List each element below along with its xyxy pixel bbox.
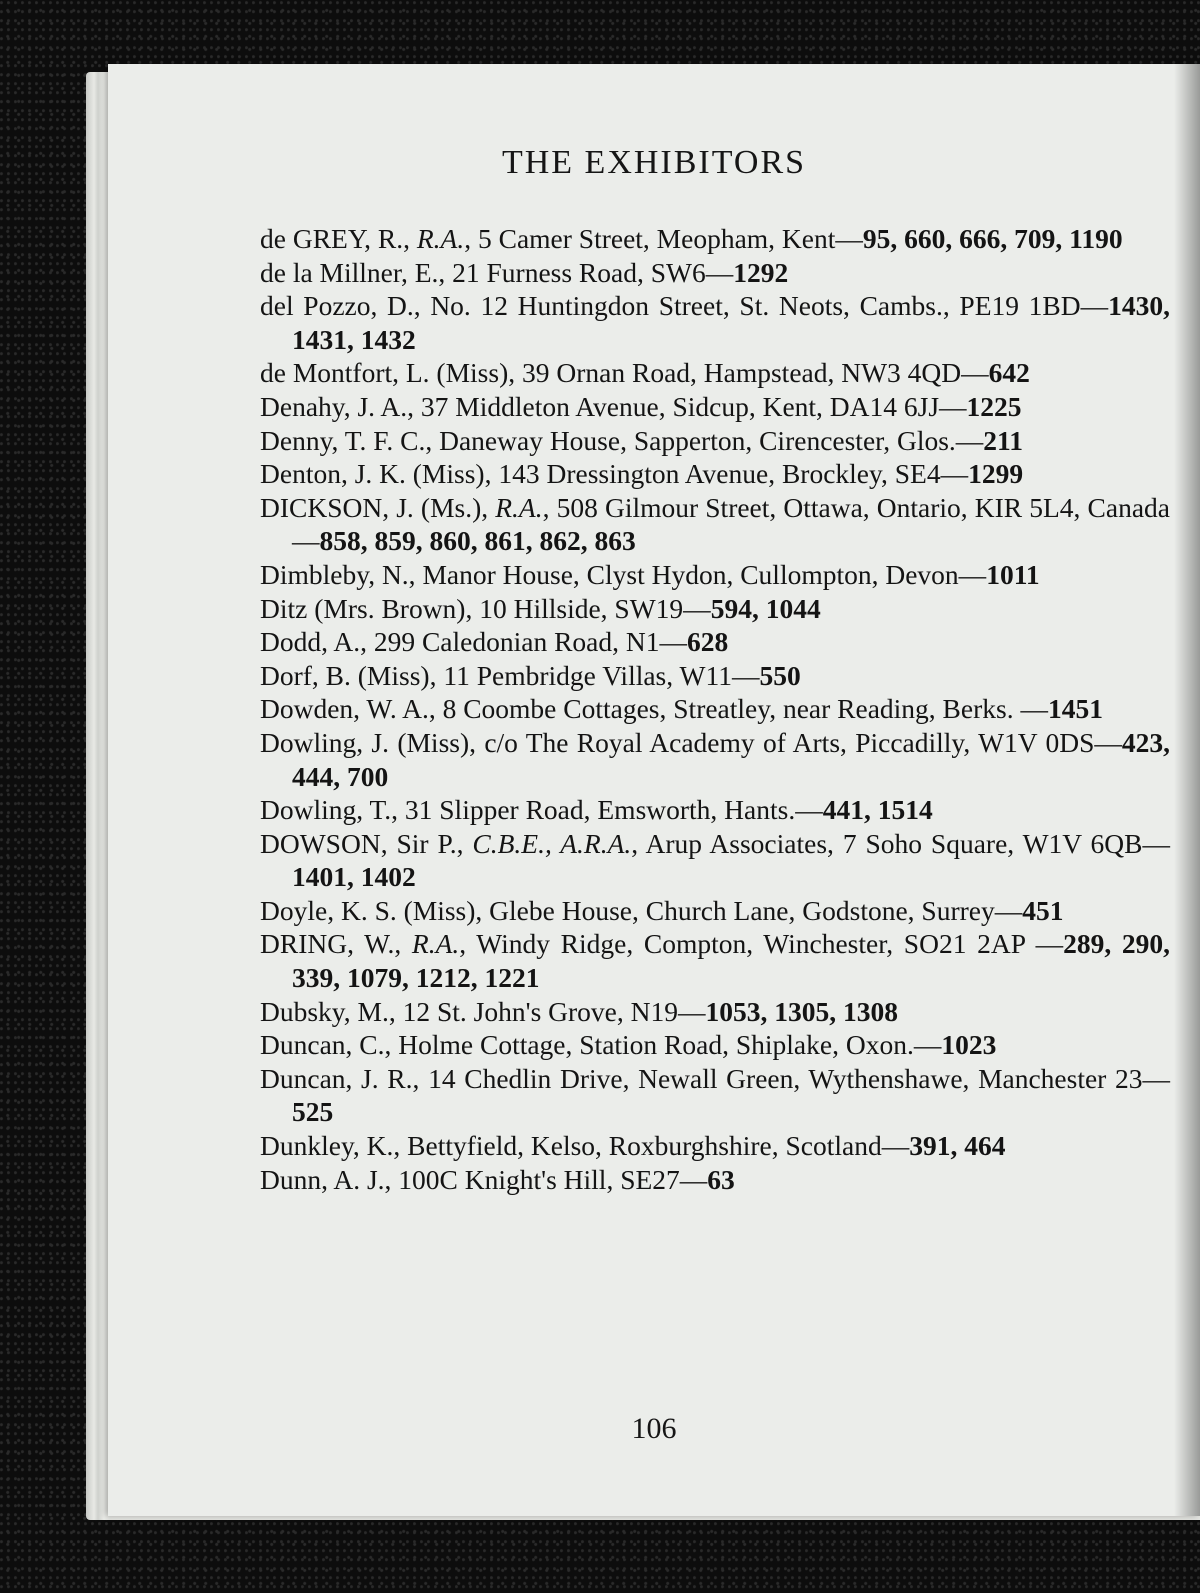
exhibitor-name: DOWSON, Sir P., bbox=[260, 827, 473, 859]
exhibitor-entry bbox=[260, 457, 1170, 491]
exhibitor-entry bbox=[260, 356, 1170, 390]
exhibitor-entry bbox=[260, 424, 1170, 458]
exhibitor-name: de la Millner, E., bbox=[260, 256, 453, 288]
exhibitor-entry bbox=[260, 827, 1170, 894]
exhibitor-address: Holme Cottage, Station Road, Shiplake, Oxon.— bbox=[398, 1029, 942, 1061]
exhibitor-name: Denahy, J. A., bbox=[260, 390, 421, 422]
exhibitor-name: Dowling, J. (Miss), bbox=[260, 726, 485, 758]
exhibitor-address: Daneway House, Sapperton, Cirencester, Glos.— bbox=[439, 424, 984, 456]
exhibitor-honours: R.A. bbox=[416, 223, 465, 254]
exhibitor-works: 1451 bbox=[1047, 693, 1103, 725]
exhibitor-name: Dubsky, M., bbox=[260, 995, 403, 1027]
exhibitor-entry bbox=[260, 995, 1170, 1029]
exhibitor-name: del Pozzo, D., bbox=[260, 290, 431, 322]
exhibitor-address: 12 St. John's Grove, N19— bbox=[402, 995, 706, 1027]
exhibitor-entry bbox=[260, 1028, 1170, 1062]
exhibitor-works: 1225 bbox=[966, 390, 1022, 422]
exhibitor-address: 10 Hillside, SW19— bbox=[479, 592, 711, 624]
exhibitor-address: , 508 Gilmour Street, Ottawa, Ontario, KIR 5L4, Canada— bbox=[292, 491, 1170, 557]
exhibitor-entry bbox=[260, 222, 1170, 256]
exhibitor-honours: C.B.E., A.R.A. bbox=[472, 827, 632, 859]
exhibitor-entry bbox=[260, 390, 1170, 424]
exhibitor-entry bbox=[260, 1129, 1170, 1163]
exhibitor-entry bbox=[260, 625, 1170, 659]
exhibitor-name: Ditz (Mrs. Brown), bbox=[260, 592, 480, 624]
exhibitor-name: de Montfort, L. (Miss), bbox=[260, 357, 522, 389]
catalogue-page bbox=[108, 64, 1200, 1516]
exhibitor-name: DRING, W., bbox=[260, 928, 412, 960]
exhibitor-entry bbox=[260, 659, 1170, 693]
exhibitor-entry bbox=[260, 1163, 1170, 1197]
exhibitor-address: 39 Ornan Road, Hampstead, NW3 4QD— bbox=[522, 357, 989, 389]
exhibitor-works: 441, 1514 bbox=[822, 794, 933, 826]
exhibitor-works: 642 bbox=[988, 357, 1030, 389]
exhibitor-entry bbox=[260, 894, 1170, 928]
exhibitor-entry bbox=[260, 256, 1170, 290]
exhibitor-address: 21 Furness Road, SW6— bbox=[452, 256, 734, 288]
exhibitor-name: de GREY, R., bbox=[260, 223, 417, 254]
exhibitor-works: 95, 660, 666, 709, 1190 bbox=[862, 223, 1123, 254]
exhibitor-name: Doyle, K. S. (Miss), bbox=[260, 894, 490, 926]
exhibitor-address: 11 Pembridge Villas, W11— bbox=[443, 659, 760, 691]
exhibitor-entry bbox=[260, 289, 1170, 356]
exhibitor-entry bbox=[260, 1062, 1170, 1129]
exhibitor-entry bbox=[260, 558, 1170, 592]
exhibitor-name: DICKSON, J. (Ms.), bbox=[260, 491, 496, 523]
exhibitor-address: 100C Knight's Hill, SE27— bbox=[398, 1163, 708, 1195]
exhibitor-address: , Arup Associates, 7 Soho Square, W1V 6QB— bbox=[631, 827, 1170, 859]
exhibitor-entry bbox=[260, 793, 1170, 827]
exhibitor-name: Dunkley, K., bbox=[260, 1130, 408, 1162]
page-number: 106 bbox=[631, 1412, 677, 1445]
exhibitor-address: 299 Caledonian Road, N1— bbox=[373, 626, 687, 658]
exhibitor-address: Manor House, Clyst Hydon, Cullompton, Devon— bbox=[422, 558, 987, 590]
exhibitor-works: 594, 1044 bbox=[710, 592, 821, 624]
exhibitor-works: 1011 bbox=[986, 558, 1040, 590]
exhibitor-works: 525 bbox=[292, 1096, 334, 1128]
exhibitor-entry bbox=[260, 692, 1170, 726]
exhibitor-works: 63 bbox=[707, 1163, 735, 1195]
exhibitor-address: Glebe House, Church Lane, Godstone, Surrey— bbox=[489, 894, 1023, 926]
exhibitor-address: No. 12 Huntingdon Street, St. Neots, Cambs., PE19 1BD— bbox=[430, 290, 1109, 322]
exhibitor-works: 289, 290, 339, 1079, 1212, 1221 bbox=[292, 928, 1170, 994]
exhibitor-name: Duncan, J. R., bbox=[260, 1062, 429, 1094]
exhibitor-entry bbox=[260, 491, 1170, 558]
exhibitor-name: Dunn, A. J., bbox=[260, 1163, 399, 1195]
exhibitor-works: 1401, 1402 bbox=[292, 861, 416, 893]
exhibitor-works: 423, 444, 700 bbox=[292, 726, 1170, 792]
exhibitor-entry bbox=[260, 726, 1170, 793]
exhibitor-works: 391, 464 bbox=[909, 1130, 1006, 1162]
exhibitor-address: c/o The Royal Academy of Arts, Piccadilly, W1V 0DS— bbox=[484, 726, 1122, 758]
exhibitor-honours: R.A. bbox=[411, 928, 460, 960]
exhibitor-address: , 5 Camer Street, Meopham, Kent— bbox=[464, 223, 863, 254]
binding-shadow bbox=[1174, 64, 1200, 1516]
exhibitor-works: 1430, 1431, 1432 bbox=[292, 290, 1170, 355]
exhibitor-address: 31 Slipper Road, Emsworth, Hants.— bbox=[404, 794, 823, 826]
exhibitor-address: , Windy Ridge, Compton, Winchester, SO21 2AP — bbox=[459, 928, 1064, 960]
exhibitor-name: Dowling, T., bbox=[260, 794, 405, 826]
exhibitor-works: 1023 bbox=[941, 1029, 997, 1061]
exhibitor-works: 211 bbox=[983, 424, 1024, 456]
exhibitor-address: 37 Middleton Avenue, Sidcup, Kent, DA14 6JJ— bbox=[420, 390, 967, 422]
exhibitor-honours: R.A. bbox=[495, 491, 543, 523]
exhibitor-works: 451 bbox=[1022, 894, 1064, 926]
exhibitor-works: 550 bbox=[759, 659, 801, 691]
exhibitor-address: 14 Chedlin Drive, Newall Green, Wythenshawe, Manchester 23— bbox=[428, 1062, 1170, 1094]
page-title: THE EXHIBITORS bbox=[501, 144, 807, 181]
exhibitor-name: Denton, J. K. (Miss), bbox=[260, 458, 499, 490]
exhibitor-address: Bettyfield, Kelso, Roxburghshire, Scotland— bbox=[407, 1130, 910, 1162]
exhibitor-address: 8 Coombe Cottages, Streatley, near Reading, Berks. — bbox=[442, 693, 1048, 725]
exhibitor-address: 143 Dressington Avenue, Brockley, SE4— bbox=[498, 458, 969, 490]
exhibitor-list bbox=[260, 222, 1170, 1196]
exhibitor-works: 1292 bbox=[733, 256, 789, 288]
exhibitor-entry bbox=[260, 592, 1170, 626]
exhibitor-works: 628 bbox=[686, 626, 729, 658]
exhibitor-name: Duncan, C., bbox=[260, 1029, 399, 1061]
exhibitor-works: 1299 bbox=[968, 458, 1024, 490]
exhibitor-name: Dowden, W. A., bbox=[260, 693, 443, 725]
exhibitor-name: Dodd, A., bbox=[260, 626, 374, 658]
exhibitor-works: 858, 859, 860, 861, 862, 863 bbox=[319, 525, 636, 557]
exhibitor-name: Dimbleby, N., bbox=[260, 558, 423, 590]
exhibitor-name: Dorf, B. (Miss), bbox=[260, 659, 444, 691]
exhibitor-entry bbox=[260, 927, 1170, 994]
exhibitor-name: Denny, T. F. C., bbox=[260, 424, 440, 456]
exhibitor-works: 1053, 1305, 1308 bbox=[705, 995, 898, 1027]
